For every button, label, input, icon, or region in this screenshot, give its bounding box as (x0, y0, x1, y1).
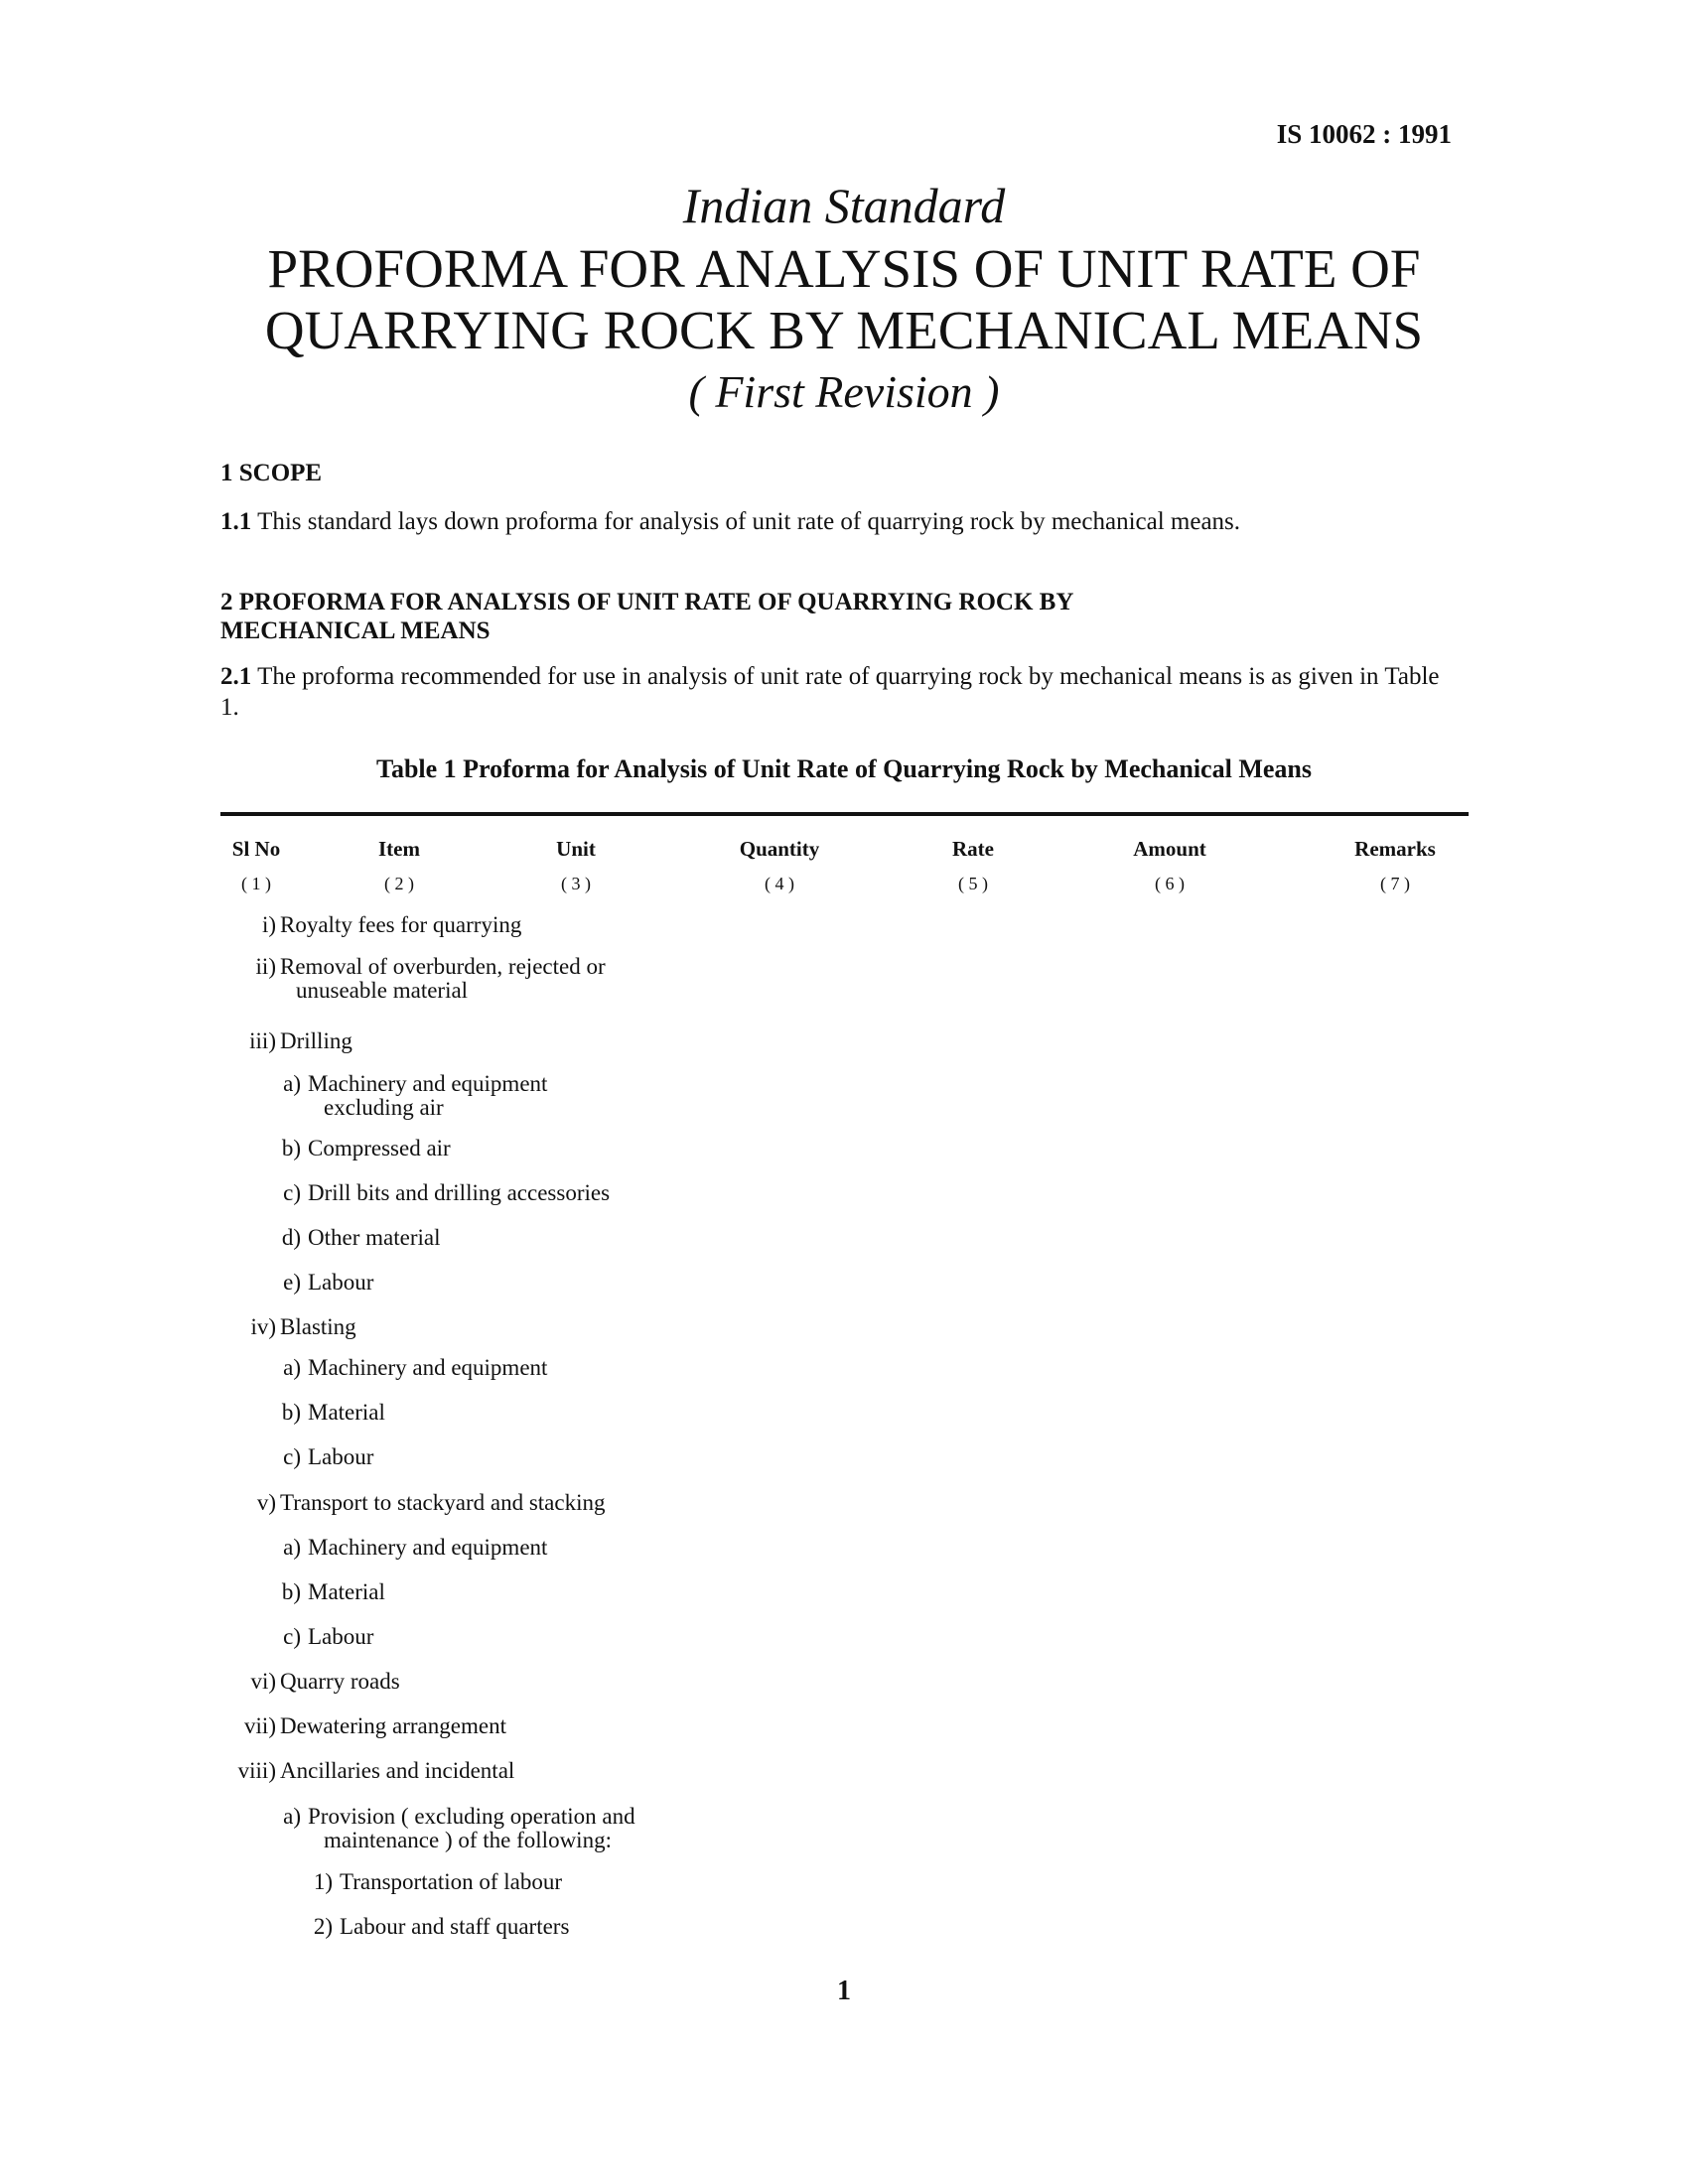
row-item-text: Drilling (280, 1028, 352, 1053)
heading-line-1: 2 PROFORMA FOR ANALYSIS OF UNIT RATE OF QUARRYING ROCK BY (220, 589, 1074, 615)
row-number: vii) (244, 1713, 276, 1738)
column-header: Remarks (1354, 837, 1436, 861)
standard-number: IS 10062 : 1991 (1276, 119, 1452, 149)
column-number: ( 1 ) (241, 874, 271, 893)
proforma-heading (220, 588, 1313, 645)
row-item-text: Royalty fees for quarrying (280, 912, 522, 937)
proforma-clause (220, 661, 1457, 723)
row-number: v) (256, 1490, 276, 1515)
row-number: c) (283, 1444, 301, 1469)
row-number: viii) (237, 1758, 276, 1783)
column-number: ( 2 ) (384, 874, 414, 893)
row-item-text: Dewatering arrangement (280, 1713, 506, 1738)
scope-heading: 1 SCOPE (220, 460, 323, 486)
column-number: ( 6 ) (1155, 874, 1185, 893)
page-number: 1 (837, 1976, 851, 2006)
table-top-rule (220, 812, 1469, 816)
row-number: d) (281, 1225, 301, 1250)
column-header: Quantity (739, 837, 820, 861)
row-item-text: Drill bits and drilling accessories (308, 1180, 611, 1205)
row-number: vi) (250, 1669, 276, 1694)
column-number: ( 7 ) (1380, 874, 1410, 893)
row-number: iii) (249, 1028, 276, 1053)
clause-text: This standard lays down proforma for analysis of unit rate of quarrying rock by mechanical means. (257, 508, 1241, 535)
row-number: i) (261, 912, 276, 937)
row-item-text: Machinery and equipment (308, 1535, 548, 1560)
column-number: ( 3 ) (561, 874, 591, 893)
row-item-text: Removal of overburden, rejected or (280, 954, 606, 979)
row-number: b) (281, 1136, 301, 1160)
column-header: Amount (1133, 837, 1206, 861)
table-caption: Table 1 Proforma for Analysis of Unit Rate of Quarrying Rock by Mechanical Means (376, 754, 1312, 783)
row-number: ii) (255, 954, 276, 979)
clause-number: 2.1 (220, 663, 252, 690)
row-number: 2) (313, 1914, 333, 1939)
heading-line-2: MECHANICAL MEANS (220, 617, 491, 644)
row-item-text: Labour (308, 1624, 374, 1649)
row-item-text: Labour (308, 1444, 374, 1469)
standard-kind: Indian Standard (682, 178, 1006, 233)
clause-number: 1.1 (220, 508, 252, 535)
row-item-text-continued: excluding air (324, 1095, 444, 1120)
document-title (0, 238, 1688, 361)
column-header: Item (378, 837, 420, 861)
row-number: a) (283, 1071, 301, 1096)
row-item-text: Material (308, 1400, 385, 1425)
column-number: ( 4 ) (765, 874, 794, 893)
row-item-text: Transport to stackyard and stacking (280, 1490, 606, 1515)
column-header: Unit (556, 837, 596, 861)
row-item-text: Ancillaries and incidental (280, 1758, 515, 1783)
title-line-2: QUARRYING ROCK BY MECHANICAL MEANS (264, 300, 1424, 360)
row-number: b) (281, 1400, 301, 1425)
row-item-text-continued: maintenance ) of the following: (324, 1828, 612, 1852)
scope-clause (220, 506, 1457, 537)
title-line-1: PROFORMA FOR ANALYSIS OF UNIT RATE OF (267, 238, 1421, 299)
row-item-text: Machinery and equipment (308, 1071, 548, 1096)
column-header: Sl No (231, 837, 281, 861)
row-item-text: Transportation of labour (340, 1869, 563, 1894)
column-number: ( 5 ) (958, 874, 988, 893)
row-item-text: Labour (308, 1270, 374, 1295)
column-header: Rate (952, 837, 994, 861)
row-number: iv) (250, 1314, 276, 1339)
row-number: a) (283, 1355, 301, 1380)
row-item-text: Blasting (280, 1314, 356, 1339)
revision-label: ( First Revision ) (688, 366, 1000, 417)
row-item-text: Other material (308, 1225, 441, 1250)
row-number: c) (283, 1624, 301, 1649)
row-number: e) (283, 1270, 301, 1295)
row-item-text: Compressed air (308, 1136, 451, 1160)
row-item-text: Quarry roads (280, 1669, 400, 1694)
clause-text: The proforma recommended for use in analysis of unit rate of quarrying rock by mechanical means is as given in Table 1. (220, 663, 1440, 721)
row-item-text: Machinery and equipment (308, 1355, 548, 1380)
row-item-text: Provision ( excluding operation and (308, 1804, 635, 1829)
row-item-text: Material (308, 1579, 385, 1604)
row-item-text: Labour and staff quarters (340, 1914, 570, 1939)
row-item-text-continued: unuseable material (296, 978, 469, 1003)
row-number: 1) (313, 1869, 333, 1894)
row-number: a) (283, 1804, 301, 1829)
row-number: c) (283, 1180, 301, 1205)
row-number: a) (283, 1535, 301, 1560)
row-number: b) (281, 1579, 301, 1604)
